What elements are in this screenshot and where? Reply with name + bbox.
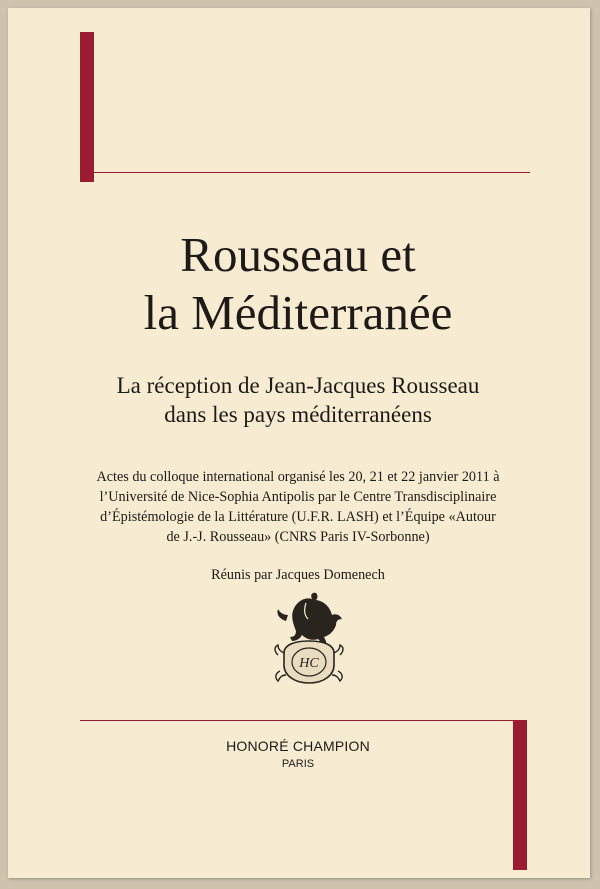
accent-rule-bottom [80, 720, 527, 721]
title-line-1: Rousseau et [180, 227, 416, 282]
accent-bar-top [80, 32, 94, 182]
publisher-name: HONORÉ CHAMPION [226, 738, 370, 754]
book-cover [8, 8, 590, 878]
book-subtitle [48, 371, 548, 429]
title-line-2: la Méditerranée [143, 285, 453, 340]
subtitle-line-1: La réception de Jean-Jacques Rousseau [116, 373, 480, 398]
details-line-3: d’Épistémologie de la Littérature (U.F.R. LASH) et l’Équipe «Autour [100, 509, 496, 525]
details-line-4: de J.-J. Rousseau» (CNRS Paris IV-Sorbonne) [166, 529, 430, 545]
logo-monogram: HC [299, 656, 319, 671]
subtitle-line-2: dans les pays méditerranéens [164, 402, 432, 427]
details-line-2: l’Université de Nice-Sophia Antipolis par le Centre Transdisciplinaire [99, 489, 497, 505]
accent-rule-top [80, 172, 530, 173]
horse-emblem-icon [266, 591, 352, 687]
details-line-1: Actes du colloque international organisé les 20, 21 et 22 janvier 2011 à [96, 469, 500, 485]
publisher-city: PARIS [281, 758, 315, 770]
book-title [48, 226, 548, 342]
editor-credit: Réunis par Jacques Domenech [211, 567, 385, 583]
colloquium-details [78, 467, 518, 547]
